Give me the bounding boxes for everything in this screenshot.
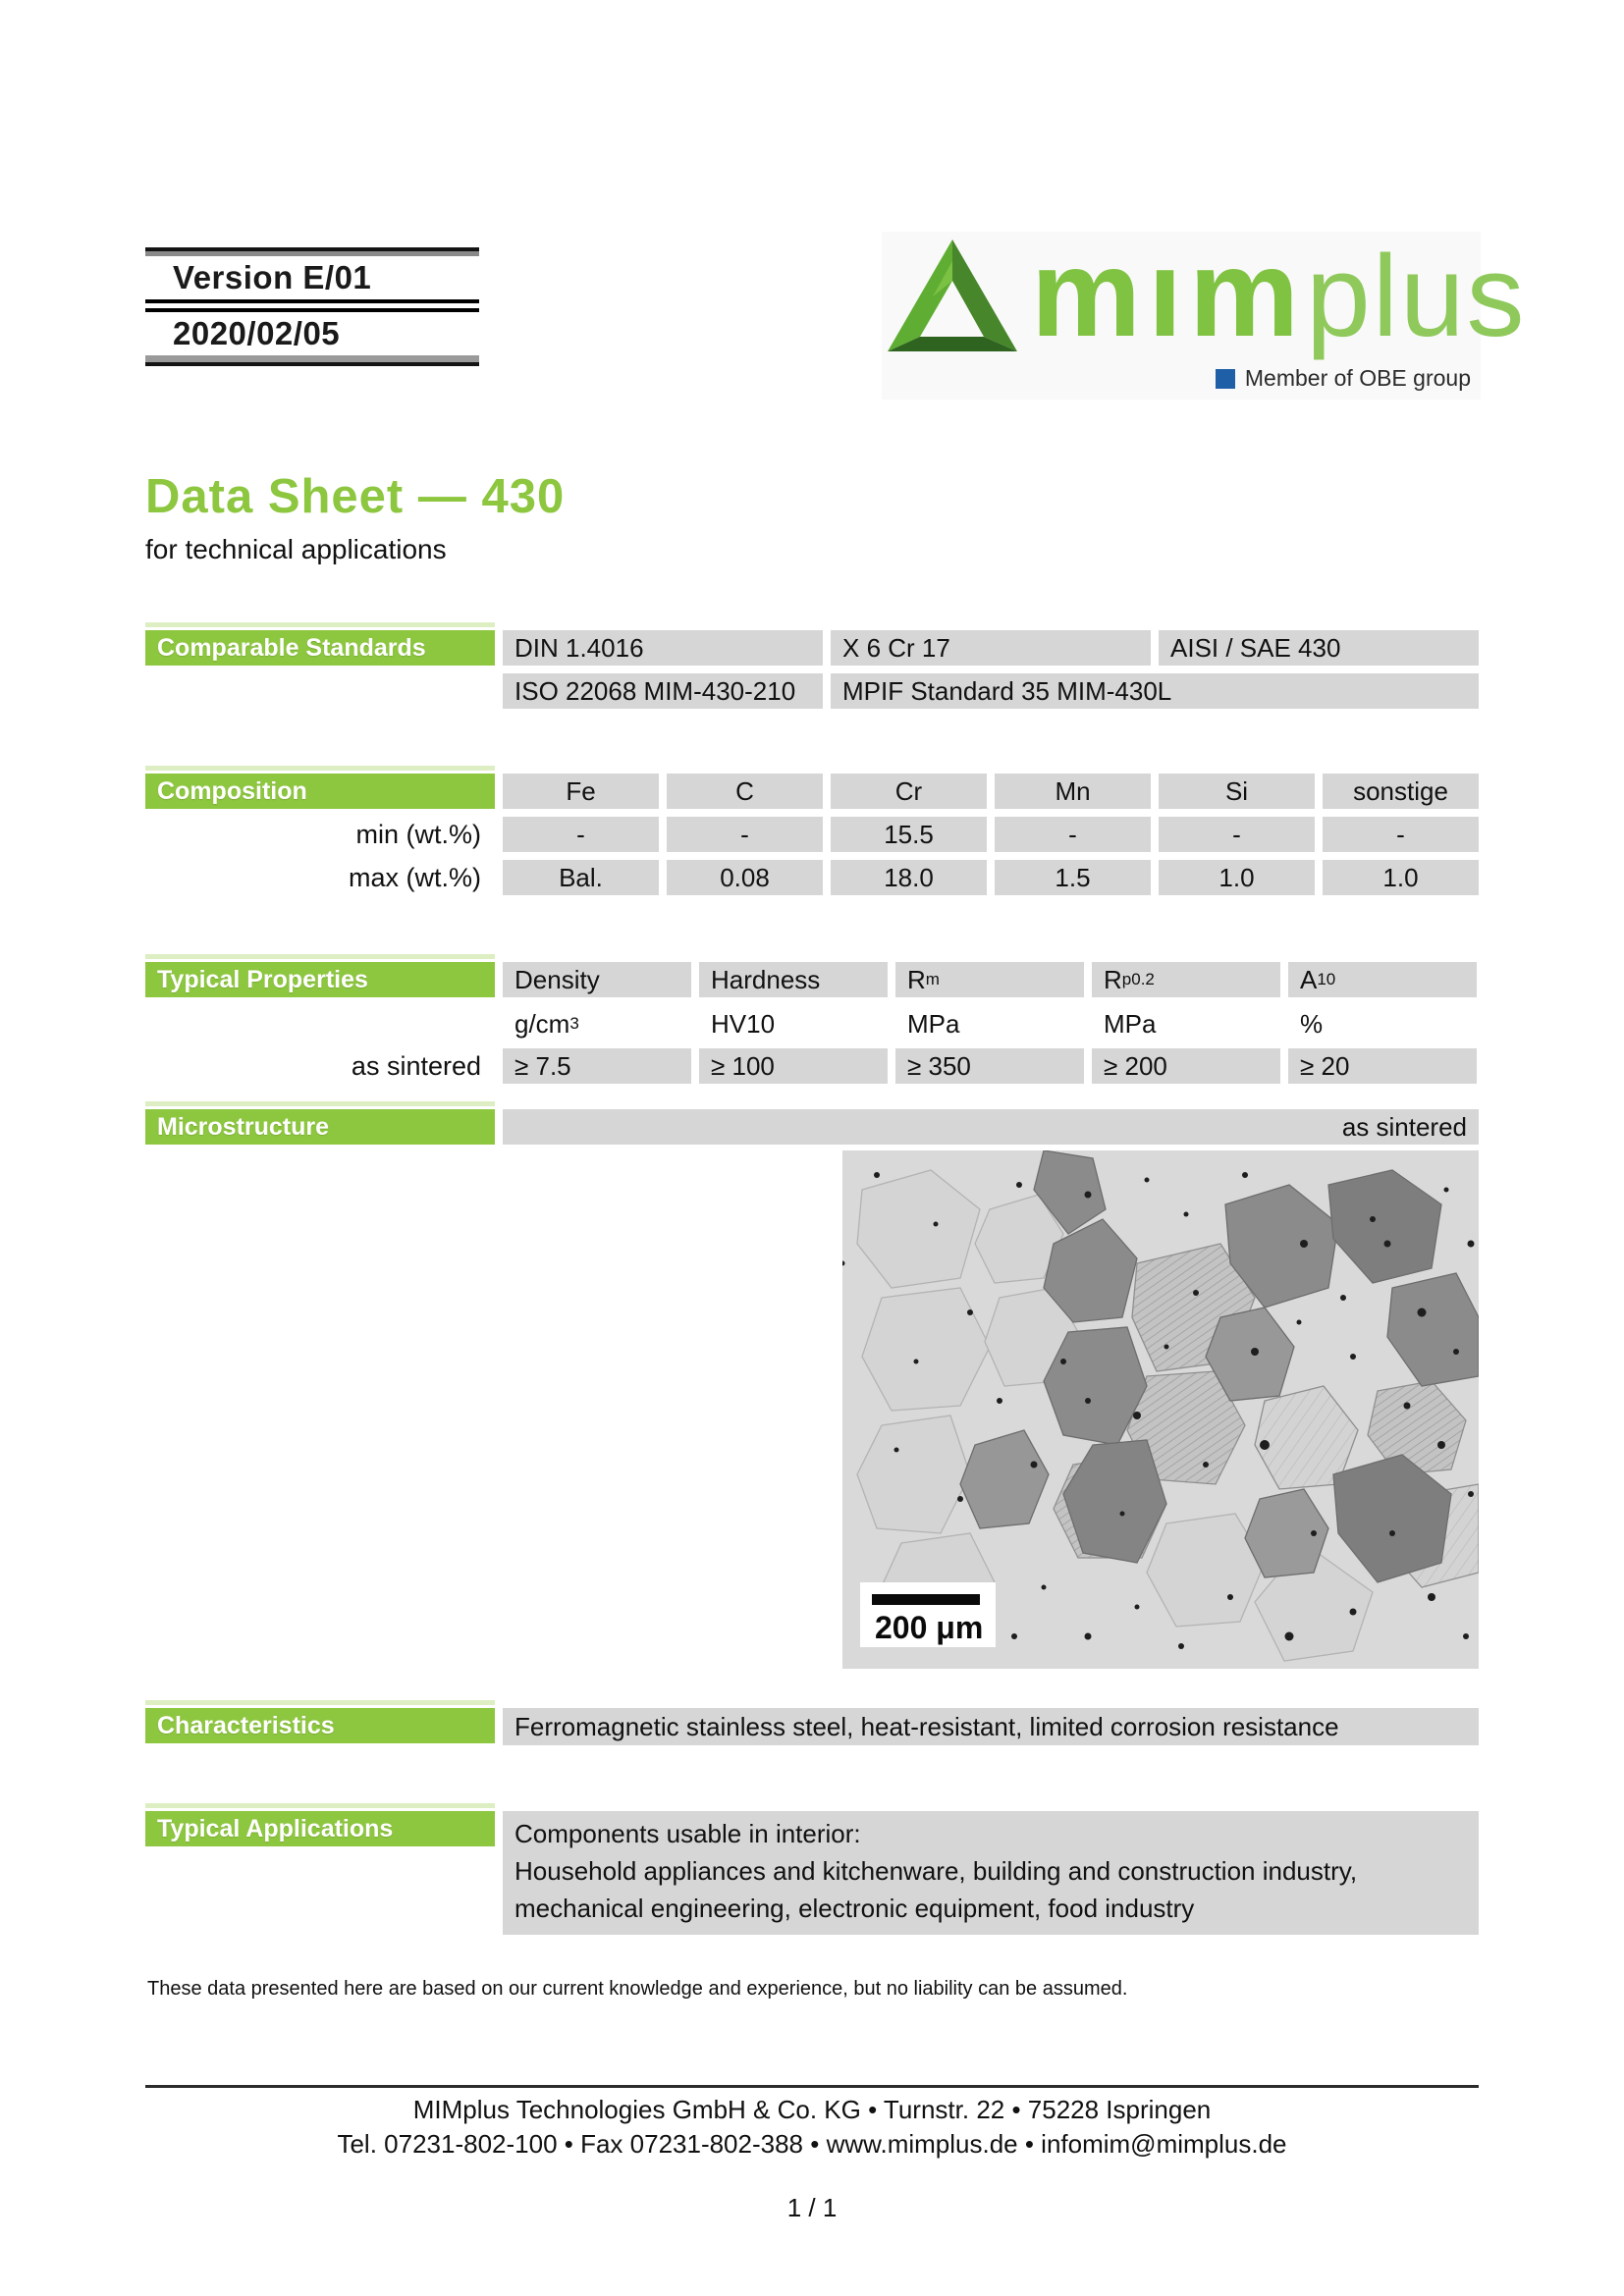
composition-min-label: min (wt.%)	[355, 819, 481, 849]
disclaimer-text: These data presented here are based on our current knowledge and experience, but no liability can be assumed.	[147, 1978, 1128, 2000]
comparable-standards-header-row	[145, 630, 1479, 666]
value-hardness: ≥ 100	[699, 1048, 888, 1084]
version-label: Version E/01	[173, 259, 372, 295]
composition-max-row	[145, 860, 1479, 895]
value-rm: ≥ 350	[895, 1048, 1084, 1084]
version-box-top-rule	[145, 247, 479, 256]
unit-hardness: HV10	[711, 1008, 776, 1039]
page-title: Data Sheet — 430	[145, 470, 566, 523]
unit-rm: MPa	[907, 1008, 960, 1039]
row-spacer	[145, 1003, 495, 1039]
prop-a10: A 10	[1288, 962, 1477, 997]
scale-bar	[860, 1582, 996, 1647]
standard-iso: ISO 22068 MIM-430-210	[503, 673, 823, 709]
unit-a10: %	[1300, 1008, 1324, 1039]
company-logo	[882, 224, 1527, 400]
min-c: -	[667, 817, 823, 852]
composition-col-mn: Mn	[995, 774, 1151, 809]
microstructure-state: as sintered	[503, 1109, 1479, 1145]
composition-min-row	[145, 817, 1479, 852]
section-label-composition: Composition	[145, 774, 495, 809]
max-cr: 18.0	[831, 860, 987, 895]
composition-max-label: max (wt.%)	[349, 862, 481, 892]
row-spacer	[145, 673, 495, 709]
version-box	[145, 247, 479, 368]
section-label-typical-properties: Typical Properties	[145, 962, 495, 997]
footer-rule	[145, 2085, 1479, 2088]
section-label-characteristics: Characteristics	[145, 1708, 495, 1743]
scale-bar-label: 200 μm	[875, 1610, 984, 1645]
characteristics-text: Ferromagnetic stainless steel, heat-resistant, limited corrosion resistance	[503, 1708, 1479, 1745]
standard-aisi-sae: AISI / SAE 430	[1159, 630, 1479, 666]
tagline-text: Member of OBE group	[1244, 365, 1471, 391]
composition-col-cr: Cr	[831, 774, 987, 809]
composition-col-si: Si	[1159, 774, 1315, 809]
prop-rp02: R p0.2	[1092, 962, 1280, 997]
logo-tagline	[888, 365, 1475, 392]
value-density: ≥ 7.5	[503, 1048, 691, 1084]
typical-properties-header-row	[145, 962, 1477, 997]
characteristics-row	[145, 1708, 1479, 1745]
micrograph-image	[842, 1150, 1479, 1669]
typical-properties-values-row	[145, 1048, 1477, 1084]
prop-hardness: Hardness	[699, 962, 888, 997]
version-box-double-rule	[145, 299, 479, 312]
min-si: -	[1159, 817, 1315, 852]
unit-rp02: MPa	[1104, 1008, 1157, 1039]
standard-mpif: MPIF Standard 35 MIM-430L	[831, 673, 1479, 709]
applications-body: Household appliances and kitchenware, building and construction industry, mechanical engineering, electronic equipment, food industry	[514, 1856, 1358, 1923]
brand-wordmark	[1031, 224, 1527, 362]
mimplus-triangle-icon	[888, 238, 1017, 355]
composition-col-c: C	[667, 774, 823, 809]
max-fe: Bal.	[503, 860, 659, 895]
section-label-typical-applications: Typical Applications	[145, 1811, 495, 1846]
composition-col-fe: Fe	[503, 774, 659, 809]
max-si: 1.0	[1159, 860, 1315, 895]
page-subtitle: for technical applications	[145, 534, 447, 564]
title-block	[145, 469, 565, 565]
min-sonstige: -	[1323, 817, 1479, 852]
max-sonstige: 1.0	[1323, 860, 1479, 895]
max-c: 0.08	[667, 860, 823, 895]
prop-density: Density	[503, 962, 691, 997]
typical-applications-text	[503, 1811, 1479, 1935]
footer-address: MIMplus Technologies GmbH & Co. KG • Turnstr. 22 • 75228 Ispringen	[412, 2095, 1212, 2124]
footer-contact: Tel. 07231-802-100 • Fax 07231-802-388 • www.mimplus.de • infomim@mimplus.de	[337, 2129, 1287, 2159]
composition-header-row	[145, 774, 1479, 809]
value-a10: ≥ 20	[1288, 1048, 1477, 1084]
version-date: 2020/02/05	[173, 315, 341, 351]
standard-din: DIN 1.4016	[503, 630, 823, 666]
unit-density: g/cm 3	[514, 1008, 579, 1039]
section-label-comparable-standards: Comparable Standards	[145, 630, 495, 666]
min-mn: -	[995, 817, 1151, 852]
max-mn: 1.5	[995, 860, 1151, 895]
min-fe: -	[503, 817, 659, 852]
version-box-bottom-rule	[145, 355, 479, 368]
section-label-microstructure: Microstructure	[145, 1109, 495, 1145]
as-sintered-label: as sintered	[351, 1050, 481, 1081]
comparable-standards-second-row	[145, 673, 1479, 709]
page-number: 1 / 1	[786, 2193, 838, 2222]
prop-rm: R m	[895, 962, 1084, 997]
value-rp02: ≥ 200	[1092, 1048, 1280, 1084]
microstructure-header-row	[145, 1109, 1479, 1145]
applications-intro: Components usable in interior:	[514, 1819, 861, 1848]
typical-properties-units-row	[145, 1003, 1477, 1044]
composition-col-sonstige: sonstige	[1323, 774, 1479, 809]
obe-square-icon	[1216, 369, 1235, 389]
brand-plus-text: plus	[1306, 232, 1527, 361]
min-cr: 15.5	[831, 817, 987, 852]
typical-applications-row	[145, 1811, 1479, 1935]
standard-x6cr17: X 6 Cr 17	[831, 630, 1151, 666]
brand-mim-text: mım	[1031, 224, 1307, 362]
